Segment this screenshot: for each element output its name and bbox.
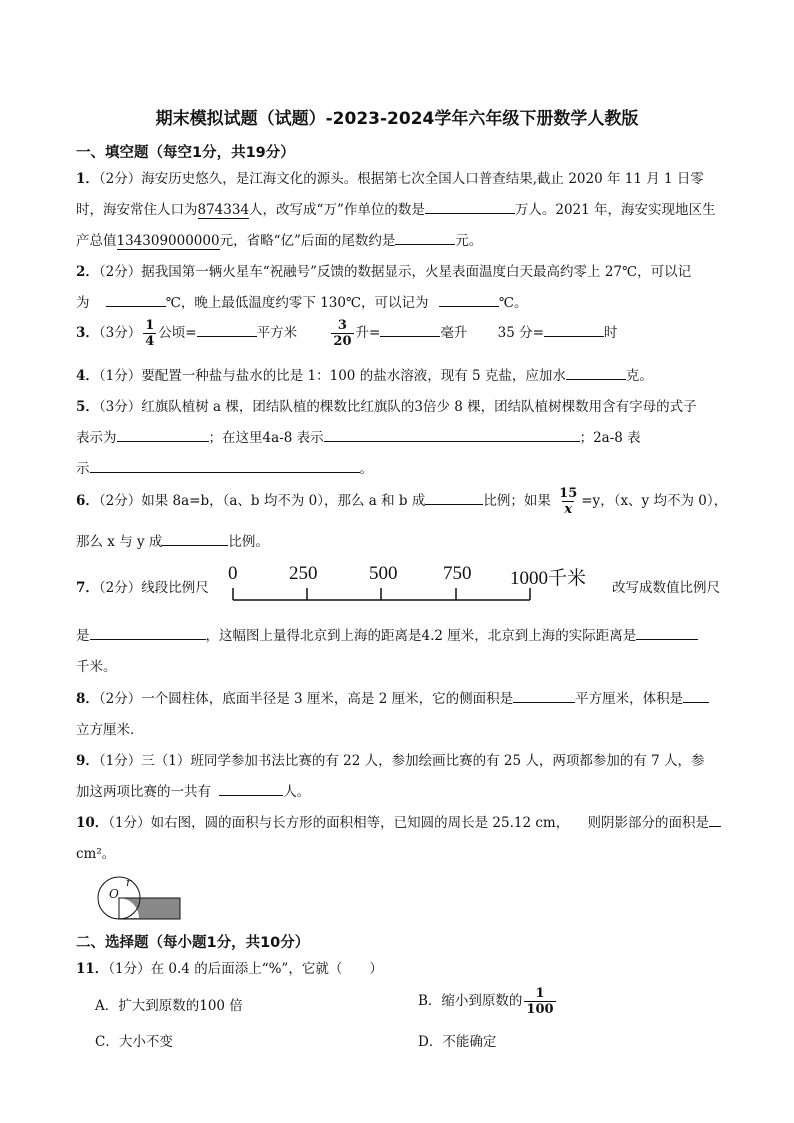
question-text: 示 — [76, 461, 90, 477]
section-2-heading: 二、选择题（每小题1分，共10分） — [76, 935, 310, 951]
question-number: 10． — [76, 815, 109, 831]
question-text: ；2a-8 表 — [579, 430, 641, 446]
question-score: （1分） — [108, 961, 151, 977]
question-text: ℃。 — [498, 295, 528, 311]
question-7-line-3: 千米。 — [76, 659, 117, 675]
question-score: （2分） — [98, 171, 142, 187]
question-text: 一个圆柱体，底面半径是 3 厘米，高是 2 厘米，它的侧面积是 — [141, 691, 514, 707]
question-text: 据我国第一辆火星车“祝融号”反馈的数据显示，火星表面温度白天最高约零上 27℃，可以记 — [141, 264, 692, 280]
question-4-line — [76, 364, 653, 384]
section-1-heading: 一、填空题（每空1分，共19分） — [76, 145, 295, 161]
question-text: 元，省略“亿”后面的尾数约是 — [219, 233, 396, 249]
question-text: 比例。 — [228, 534, 269, 550]
question-text: 如果 8a=b，（a、b 均不为 0），那么 a 和 b 成 — [141, 493, 426, 509]
scale-label-1000km: 1000千米 — [510, 568, 587, 589]
question-text: 升= — [355, 325, 381, 341]
question-1-line-2 — [76, 198, 716, 218]
answer-blank[interactable] — [513, 688, 575, 703]
question-text: 人，改写成“万”作单位的数是 — [249, 202, 425, 218]
answer-blank[interactable] — [709, 812, 721, 827]
question-number: 11． — [76, 961, 109, 977]
question-text: =y，（x、y 均不为 0）， — [581, 493, 728, 509]
answer-blank[interactable] — [395, 230, 455, 245]
question-score: （3分） — [98, 399, 142, 415]
question-2-line-2 — [76, 291, 527, 311]
question-3-line — [76, 318, 617, 349]
answer-blank[interactable] — [106, 292, 166, 307]
question-text: ℃，晚上最低温度约零下 130℃，可以记为 — [165, 295, 429, 311]
question-number: 1． — [76, 171, 99, 187]
question-score: （2分） — [98, 493, 142, 509]
answer-blank[interactable] — [90, 625, 206, 640]
gdp-value: 134309000000 — [116, 233, 220, 249]
question-8-line-1 — [76, 687, 709, 707]
option-d[interactable]: D．不能确定 — [418, 1034, 497, 1050]
answer-blank[interactable] — [117, 427, 209, 442]
question-5-line-3 — [76, 457, 373, 477]
question-text: 35 分= — [497, 325, 544, 341]
answer-blank[interactable] — [439, 292, 499, 307]
question-text: 克。 — [625, 368, 653, 384]
answer-blank[interactable] — [219, 781, 283, 796]
question-text: 比例；如果 — [483, 493, 551, 509]
question-6-line-2 — [76, 530, 269, 550]
question-score: （2分） — [98, 264, 142, 280]
fraction-three-twentieths: $\frac{3}{20}$ — [333, 318, 352, 349]
question-8-line-2: 立方厘米． — [76, 722, 144, 738]
option-b[interactable] — [418, 986, 558, 1017]
question-text: 线段比例尺 — [141, 580, 209, 596]
question-text: 为 — [76, 295, 90, 311]
circle-rectangle-figure — [90, 872, 185, 922]
question-9-line-2 — [76, 780, 310, 800]
question-text: 万人。2021 年，海安实现地区生 — [514, 202, 716, 218]
question-text: 在 0.4 的后面添上“%”，它就（ ） — [150, 961, 383, 977]
answer-blank[interactable] — [425, 490, 483, 505]
population-value: 874334 — [197, 202, 250, 218]
question-number: 9． — [76, 753, 99, 769]
fraction-fifteen-over-x: $\frac{15}{x}$ — [559, 486, 578, 517]
fraction-quarter: $\frac{1}{4}$ — [145, 318, 155, 349]
question-text: 时 — [603, 325, 618, 341]
question-7-line-1 — [76, 576, 209, 596]
fraction-one-hundredth: $\frac{1}{100}$ — [526, 986, 554, 1017]
question-score: （2分） — [98, 691, 142, 707]
question-text: 如右图，圆的面积与长方形的面积相等，已知圆的周长是 25.12 cm， — [150, 815, 570, 831]
question-text: 是 — [76, 628, 90, 644]
answer-blank[interactable] — [636, 625, 698, 640]
center-o-label: O — [109, 887, 119, 901]
question-score: （2分） — [98, 580, 142, 596]
question-10-line-2: cm²。 — [76, 846, 116, 862]
question-text: 那么 x 与 y 成 — [76, 534, 163, 550]
scale-label-0: 0 — [228, 563, 238, 584]
question-text: 元。 — [455, 233, 483, 249]
answer-blank[interactable] — [324, 427, 580, 442]
question-number: 7． — [76, 580, 99, 596]
scale-label-500: 500 — [369, 563, 398, 584]
question-score: （3分） — [98, 325, 142, 341]
question-1-line-3 — [76, 229, 482, 249]
radius-r-label: r — [126, 876, 132, 889]
question-text: 。 — [359, 461, 373, 477]
question-7-line-2 — [76, 624, 698, 644]
scale-label-250: 250 — [289, 563, 318, 584]
question-11-stem — [76, 957, 383, 977]
scale-label-750: 750 — [443, 563, 472, 584]
question-5-line-2 — [76, 426, 641, 446]
question-text: ，这幅图上量得北京到上海的距离是4.2 厘米，北京到上海的实际距离是 — [205, 628, 637, 644]
line-scale-bar — [228, 584, 538, 604]
question-text: 时，海安常住人口为 — [76, 202, 198, 218]
question-1-line-1 — [76, 167, 704, 187]
question-score: （1分） — [98, 368, 142, 384]
question-text: 平方米 — [256, 325, 298, 341]
question-number: 2． — [76, 264, 99, 280]
question-text: ；在这里4a-8 表示 — [208, 430, 324, 446]
question-text: 要配置一种盐与盐水的比是 1：100 的盐水溶液，现有 5 克盐，应加水 — [141, 368, 566, 384]
answer-blank[interactable] — [683, 688, 709, 703]
answer-blank[interactable] — [197, 322, 257, 337]
question-number: 4． — [76, 368, 99, 384]
question-10-line-1 — [76, 811, 721, 831]
question-score: （1分） — [108, 815, 151, 831]
question-text: 公顷= — [158, 325, 197, 341]
question-9-line-1 — [76, 749, 705, 769]
question-text: 红旗队植树 a 棵，团结队植的棵数比红旗队的3倍少 8 棵，团结队植树棵数用含有字母的式子 — [141, 399, 697, 415]
question-text: 三（1）班同学参加书法比赛的有 22 人，参加绘画比赛的有 25 人，两项都参加的有 7 人，参 — [141, 753, 705, 769]
question-number: 5． — [76, 399, 99, 415]
question-text: 产总值 — [76, 233, 117, 249]
answer-blank[interactable] — [566, 365, 626, 380]
answer-blank[interactable] — [90, 458, 360, 473]
question-text: 加这两项比赛的一共有 — [76, 784, 211, 800]
question-score: （1分） — [98, 753, 142, 769]
question-text: 改写成数值比例尺 — [612, 580, 720, 596]
question-5-line-1 — [76, 395, 697, 415]
question-text: 海安历史悠久，是江海文化的源头。根据第七次全国人口普查结果,截止 2020 年 11 月 1 日零 — [141, 171, 704, 187]
question-number: 3． — [76, 325, 99, 341]
option-c[interactable]: C．大小不变 — [95, 1034, 173, 1050]
question-6-line-1 — [76, 486, 727, 517]
option-text: B．缩小到原数的 — [418, 993, 523, 1009]
page-title: 期末模拟试题（试题）-2023-2024学年六年级下册数学人教版 — [155, 109, 639, 129]
question-text: 平方厘米，体积是 — [575, 691, 684, 707]
question-number: 8． — [76, 691, 99, 707]
question-text: 毫升 — [440, 325, 468, 341]
answer-blank[interactable] — [544, 322, 604, 337]
question-text: 人。 — [283, 784, 311, 800]
question-number: 6． — [76, 493, 99, 509]
question-2-line-1 — [76, 260, 691, 280]
option-a[interactable]: A．扩大到原数的100 倍 — [95, 998, 243, 1014]
question-text: 则阴影部分的面积是 — [587, 815, 710, 831]
answer-blank[interactable] — [162, 531, 228, 546]
question-text: 表示为 — [76, 430, 117, 446]
answer-blank[interactable] — [425, 199, 515, 214]
answer-blank[interactable] — [380, 322, 440, 337]
